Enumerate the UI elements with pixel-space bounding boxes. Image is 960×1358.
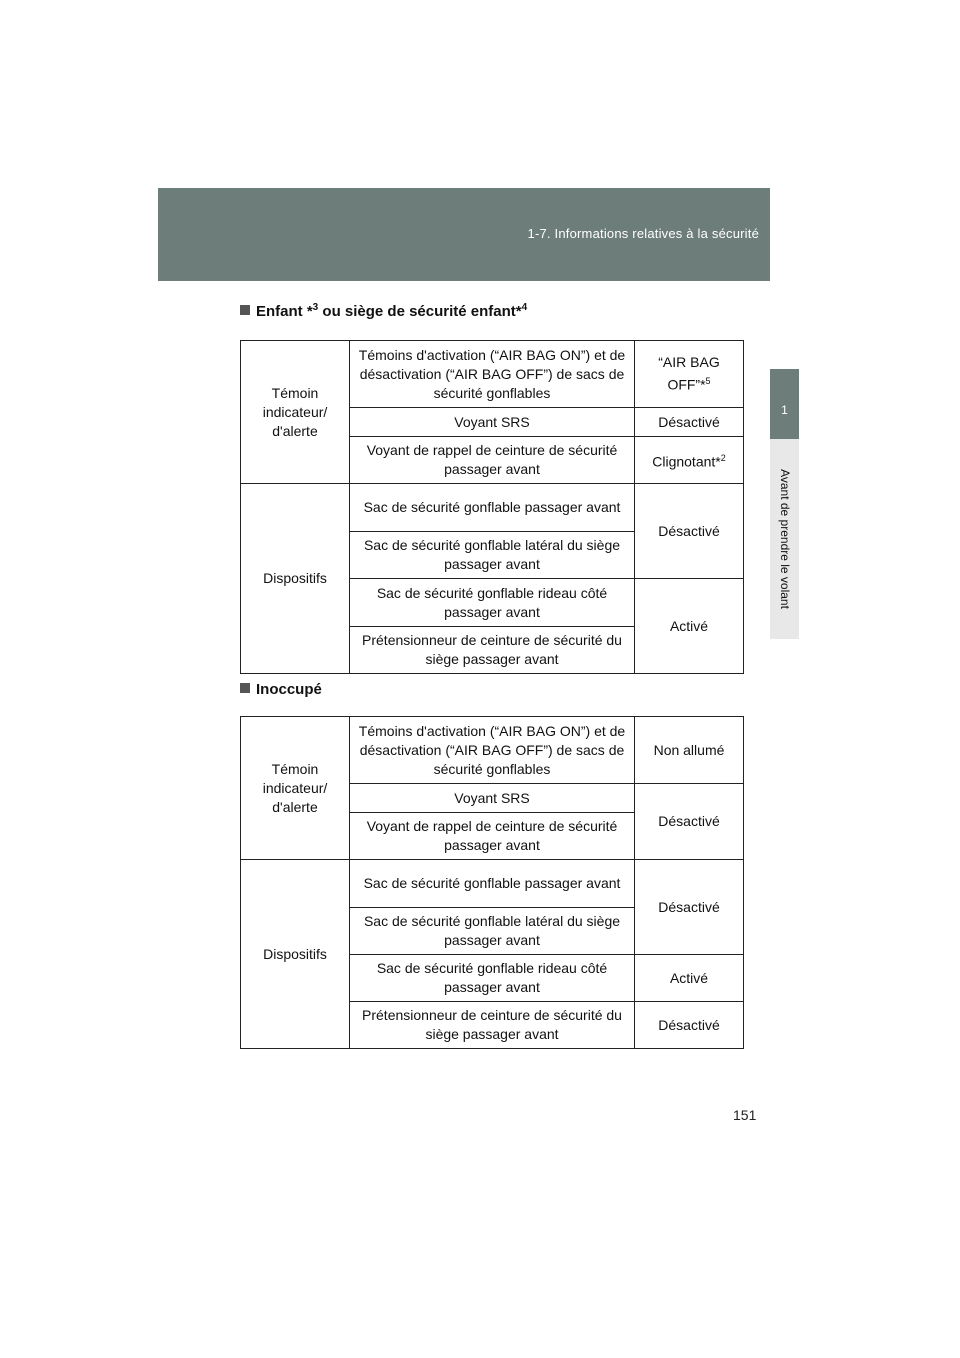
page-number: 151 — [733, 1107, 757, 1123]
table-child-seat — [240, 340, 744, 674]
row-label: Témoins d'activation (“AIR BAG ON”) et de désactivation (“AIR BAG OFF”) de sacs de sécurité gonflables — [350, 717, 635, 784]
group-cell-indicator: Témoin indicateur/ d'alerte — [241, 341, 350, 484]
row-label: Voyant de rappel de ceinture de sécurité passager avant — [350, 813, 635, 860]
chapter-label-box — [770, 439, 799, 639]
group-cell-indicator: Témoin indicateur/ d'alerte — [241, 717, 350, 860]
section-header: 1-7. Informations relatives à la sécurité — [527, 226, 759, 241]
row-label: Témoins d'activation (“AIR BAG ON”) et de désactivation (“AIR BAG OFF”) de sacs de sécurité gonflables — [350, 341, 635, 408]
chapter-number: 1 — [781, 403, 788, 417]
group-cell-devices: Dispositifs — [241, 860, 350, 1049]
section-title-child: Enfant *$^3$ ou siège de sécurité enfant*$^4$ — [240, 302, 527, 320]
row-label: Prétensionneur de ceinture de sécurité du siège passager avant — [350, 627, 635, 674]
row-label: Voyant de rappel de ceinture de sécurité passager avant — [350, 437, 635, 484]
square-bullet-icon — [240, 683, 250, 693]
group-cell-devices: Dispositifs — [241, 484, 350, 674]
row-label: Sac de sécurité gonflable rideau côté passager avant — [350, 955, 635, 1002]
chapter-label: Avant de prendre le volant — [777, 469, 792, 609]
row-value: Clignotant*$^2$ — [635, 437, 744, 484]
chapter-tab — [770, 369, 799, 439]
row-value: “AIR BAG OFF”*$^5$ — [635, 341, 744, 408]
row-label: Sac de sécurité gonflable latéral du siège passager avant — [350, 908, 635, 955]
table-unoccupied — [240, 716, 744, 1049]
row-value: Désactivé — [635, 860, 744, 955]
row-label: Sac de sécurité gonflable latéral du siège passager avant — [350, 532, 635, 579]
table-row — [241, 484, 744, 532]
row-value: Activé — [635, 579, 744, 674]
section-title-unoccupied: Inoccupé — [240, 681, 322, 698]
table-row — [241, 717, 744, 784]
row-value: Désactivé — [635, 484, 744, 579]
row-label: Sac de sécurité gonflable passager avant — [350, 484, 635, 532]
row-label: Prétensionneur de ceinture de sécurité du siège passager avant — [350, 1002, 635, 1049]
row-label: Sac de sécurité gonflable passager avant — [350, 860, 635, 908]
table-row — [241, 341, 744, 408]
row-value: Désactivé — [635, 1002, 744, 1049]
row-value: Activé — [635, 955, 744, 1002]
row-label: Voyant SRS — [350, 408, 635, 437]
row-value: Désactivé — [635, 784, 744, 860]
side-tab-spacer — [770, 188, 799, 369]
row-value: Non allumé — [635, 717, 744, 784]
row-label: Voyant SRS — [350, 784, 635, 813]
row-value: Désactivé — [635, 408, 744, 437]
table-row — [241, 860, 744, 908]
header-band — [158, 188, 799, 281]
square-bullet-icon — [240, 305, 250, 315]
row-label: Sac de sécurité gonflable rideau côté passager avant — [350, 579, 635, 627]
